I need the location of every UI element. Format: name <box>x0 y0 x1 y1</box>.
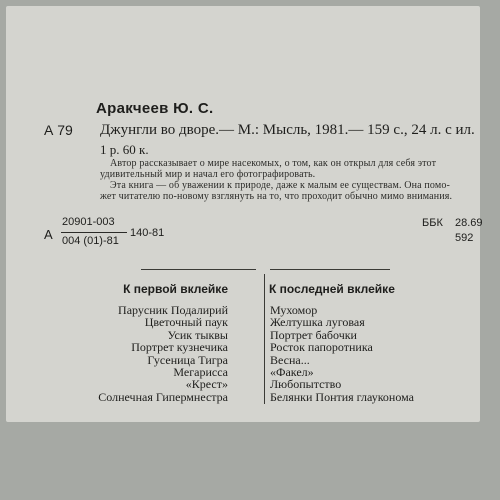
title-line: Джунгли во дворе.— М.: Мысль, 1981.— 159 с., 24 л. с ил. <box>100 122 475 138</box>
annotation-line-3: Эта книга — об уважении к природе, даже к малым ее существам. Она помо- <box>110 180 450 191</box>
right-item: Росток папоротника <box>270 340 373 355</box>
annotation-line-4: жет читателю по-новому взглянуть на то, что проходит обычно мимо внимания. <box>100 191 453 202</box>
index-letter: А <box>44 227 53 242</box>
bbk-number: 28.69 <box>455 217 483 229</box>
column-divider <box>264 274 265 404</box>
left-header-rule <box>141 269 256 270</box>
left-item: Усик тыквы <box>167 327 228 342</box>
right-item: Портрет бабочки <box>270 327 357 342</box>
right-item: Мухомор <box>270 303 318 317</box>
catalog-code: А 79 <box>44 122 73 138</box>
right-item: Любопытство <box>270 377 342 392</box>
left-item: Портрет кузнечика <box>131 340 228 355</box>
right-column-header: К последней вклейке <box>269 282 395 296</box>
left-item: Цветочный паук <box>144 315 228 330</box>
right-item: Желтушка луговая <box>270 315 365 330</box>
bbk-number-2: 592 <box>455 232 474 244</box>
right-header-rule <box>270 269 390 270</box>
index-bottom: 004 (01)-81 <box>62 235 119 247</box>
bbk-label: ББК <box>422 217 443 229</box>
right-item: Весна... <box>270 352 310 367</box>
index-fraction-rule <box>61 232 127 233</box>
left-item: «Крест» <box>185 377 228 392</box>
left-column-header: К первой вклейке <box>123 282 228 296</box>
author-name: Аракчеев Ю. С. <box>96 100 214 117</box>
index-top: 20901-003 <box>62 216 115 228</box>
left-item: Мегарисса <box>173 364 228 379</box>
book-page <box>6 6 483 422</box>
right-column <box>270 304 414 403</box>
price: 1 р. 60 к. <box>100 142 149 157</box>
left-item: Парусник Подалирий <box>118 303 228 317</box>
index-right: 140-81 <box>130 227 165 239</box>
annotation-line-2: удивительный мир и начал его фотографировать. <box>100 169 316 180</box>
annotation-line-1: Автор рассказывает о мире насекомых, о том, как он открыл для себя этот <box>110 158 437 169</box>
left-item: Гусеница Тигра <box>147 352 228 367</box>
right-item: Белянки Понтия глауконома <box>270 389 414 404</box>
left-column <box>98 304 228 403</box>
right-item: «Факел» <box>270 364 314 379</box>
left-item: Солнечная Гипермнестра <box>98 389 228 404</box>
